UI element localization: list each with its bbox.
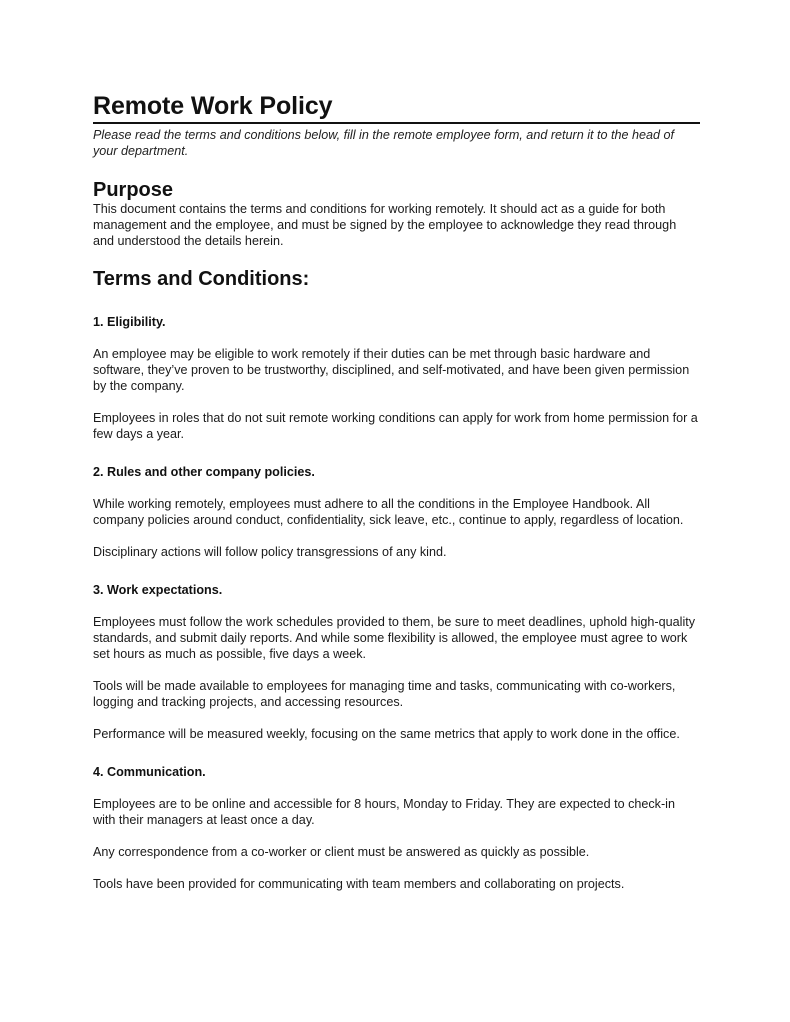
section-paragraph: Disciplinary actions will follow policy transgressions of any kind. [93, 545, 447, 559]
section-rules [93, 464, 700, 560]
section-heading: 2. Rules and other company policies. [93, 465, 315, 479]
document-page [93, 92, 700, 892]
section-paragraph: Tools have been provided for communicating with team members and collaborating on projects. [93, 877, 625, 891]
purpose-heading: Purpose [93, 179, 174, 201]
section-heading: 1. Eligibility. [93, 315, 166, 329]
section-paragraph: Employees in roles that do not suit remote working conditions can apply for work from home permission for a few days a year. [93, 411, 698, 441]
section-paragraph: Employees must follow the work schedules provided to them, be sure to meet deadlines, uphold high-quality standards, and submit daily reports. And while some flexibility is allowed, the employee must agree to work set hours as much as possible, five days a week. [93, 615, 696, 661]
section-paragraph: Any correspondence from a co-worker or client must be answered as quickly as possible. [93, 845, 590, 859]
section-eligibility [93, 314, 700, 442]
page-subtitle: Please read the terms and conditions below, fill in the remote employee form, and return it to the head of your department. [93, 128, 675, 158]
section-heading: 4. Communication. [93, 765, 206, 779]
purpose-text: This document contains the terms and conditions for working remotely. It should act as a guide for both management and the employee, and must be signed by the employee to acknowledge they read through and understood the details herein. [93, 202, 677, 248]
section-paragraph: An employee may be eligible to work remotely if their duties can be met through basic hardware and software, they’ve proven to be trustworthy, disciplined, and self-motivated, and have been given permission by the company. [93, 347, 690, 393]
section-communication [93, 764, 700, 892]
section-heading: 3. Work expectations. [93, 583, 223, 597]
section-paragraph: Employees are to be online and accessible for 8 hours, Monday to Friday. They are expected to check-in with their managers at least once a day. [93, 797, 675, 827]
section-paragraph: While working remotely, employees must adhere to all the conditions in the Employee Handbook. All company policies around conduct, confidentiality, sick leave, etc., continue to apply, regardless of location. [93, 497, 684, 527]
terms-heading: Terms and Conditions: [93, 268, 310, 290]
section-work-expectations [93, 582, 700, 742]
section-paragraph: Tools will be made available to employees for managing time and tasks, communicating with co-workers, logging and tracking projects, and accessing resources. [93, 679, 676, 709]
page-title: Remote Work Policy [93, 92, 700, 124]
section-paragraph: Performance will be measured weekly, focusing on the same metrics that apply to work done in the office. [93, 727, 680, 741]
